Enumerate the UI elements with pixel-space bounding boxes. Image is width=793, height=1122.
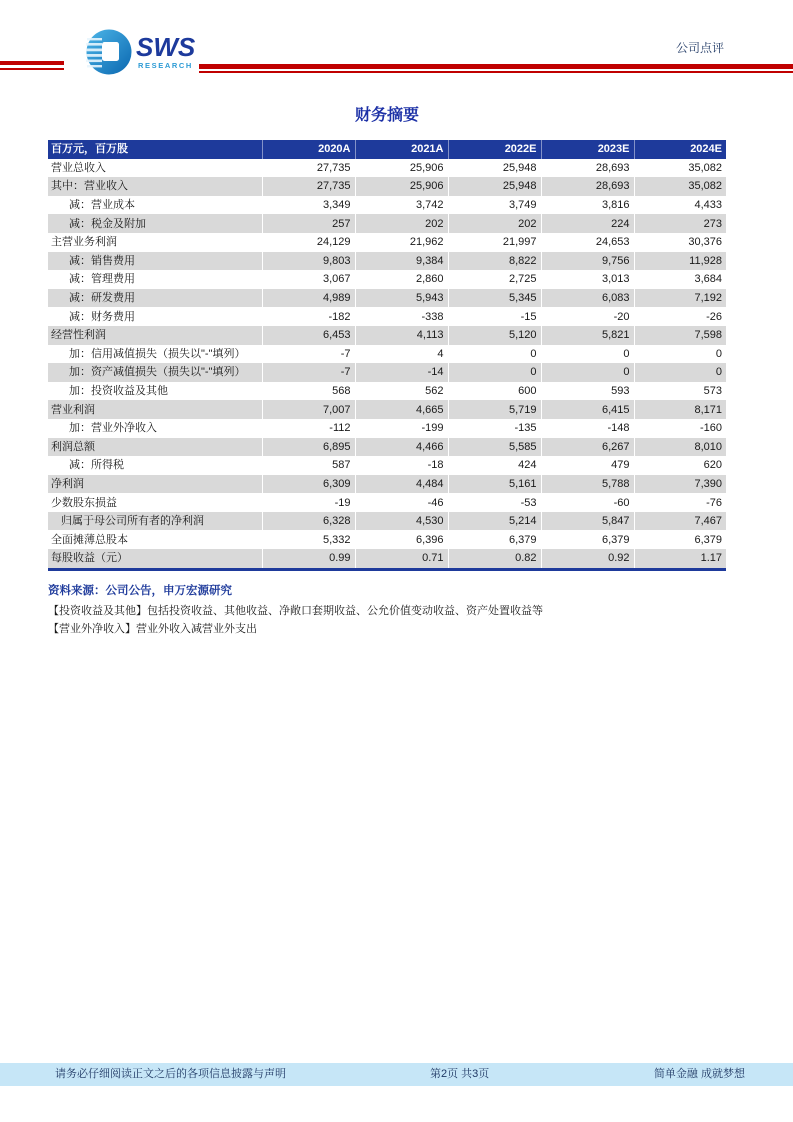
cell-value: 0 — [634, 345, 726, 364]
row-label: 净利润 — [51, 477, 84, 490]
cell-value: -20 — [541, 307, 634, 326]
cell-value: 0.92 — [541, 549, 634, 569]
row-label: 加：投资收益及其他 — [69, 385, 168, 398]
cell-value: 4,530 — [355, 512, 448, 531]
table-row — [48, 252, 726, 271]
table-row — [48, 345, 726, 364]
cell-value: 6,415 — [541, 400, 634, 419]
row-label: 加：资产减值损失（损失以"-"填列） — [69, 366, 246, 379]
cell-value: -148 — [541, 419, 634, 438]
cell-value: 4,433 — [634, 196, 726, 215]
row-label: 利润总额 — [51, 440, 95, 453]
note-line: 【营业外净收入】营业外收入减营业外支出 — [48, 622, 257, 635]
cell-value: 3,742 — [355, 196, 448, 215]
cell-value: 25,948 — [448, 177, 541, 196]
cell-value: -19 — [262, 493, 355, 512]
cell-value: 28,693 — [541, 177, 634, 196]
cell-value: 6,267 — [541, 438, 634, 457]
table-row — [48, 233, 726, 252]
cell-value: 4,989 — [262, 289, 355, 308]
cell-value: 5,161 — [448, 475, 541, 494]
cell-value: 568 — [262, 382, 355, 401]
main-content — [48, 105, 726, 638]
row-label: 少数股东损益 — [51, 496, 117, 509]
table-row — [48, 549, 726, 569]
table-row — [48, 307, 726, 326]
cell-value: 28,693 — [541, 159, 634, 178]
brand-rule-left-thick — [0, 61, 64, 65]
cell-value: -7 — [262, 345, 355, 364]
table-row — [48, 530, 726, 549]
cell-value: -7 — [262, 363, 355, 382]
cell-value: -60 — [541, 493, 634, 512]
row-label: 主营业务利润 — [51, 236, 117, 249]
cell-value: 5,585 — [448, 438, 541, 457]
cell-value: 5,943 — [355, 289, 448, 308]
cell-value: 11,928 — [634, 252, 726, 271]
table-row — [48, 419, 726, 438]
year-column-header: 2021A — [355, 140, 448, 159]
brand-rule-right-thick — [199, 64, 793, 69]
cell-value: 5,332 — [262, 530, 355, 549]
cell-value: 5,847 — [541, 512, 634, 531]
cell-value: 0 — [541, 363, 634, 382]
logo-sws-text: SWS — [136, 32, 196, 62]
cell-value: 5,120 — [448, 326, 541, 345]
cell-value: -53 — [448, 493, 541, 512]
cell-value: 35,082 — [634, 159, 726, 178]
year-column-header: 2024E — [634, 140, 726, 159]
cell-value: 202 — [448, 214, 541, 233]
cell-value: 5,788 — [541, 475, 634, 494]
logo-wordmark — [136, 34, 195, 70]
cell-value: 5,345 — [448, 289, 541, 308]
source-line: 资料来源：公司公告，申万宏源研究 — [48, 584, 232, 597]
table-row — [48, 438, 726, 457]
brand-rule-left-thin — [0, 68, 64, 70]
financial-summary-table — [48, 140, 726, 571]
cell-value: 0 — [448, 345, 541, 364]
year-column-header: 2020A — [262, 140, 355, 159]
cell-value: 6,379 — [448, 530, 541, 549]
table-row — [48, 512, 726, 531]
row-label: 营业利润 — [51, 403, 95, 416]
cell-value: 27,735 — [262, 177, 355, 196]
year-column-header: 2022E — [448, 140, 541, 159]
cell-value: 24,129 — [262, 233, 355, 252]
row-label: 加：信用减值损失（损失以"-"填列） — [69, 347, 246, 360]
cell-value: 9,384 — [355, 252, 448, 271]
cell-value: 7,467 — [634, 512, 726, 531]
row-label: 减：财务费用 — [69, 310, 135, 323]
cell-value: 6,083 — [541, 289, 634, 308]
row-label: 归属于母公司所有者的净利润 — [61, 515, 204, 528]
cell-value: 593 — [541, 382, 634, 401]
cell-value: 8,171 — [634, 400, 726, 419]
table-row — [48, 326, 726, 345]
cell-value: 4,466 — [355, 438, 448, 457]
table-row — [48, 289, 726, 308]
cell-value: 4,113 — [355, 326, 448, 345]
cell-value: -14 — [355, 363, 448, 382]
cell-value: 2,860 — [355, 270, 448, 289]
cell-value: 0 — [541, 345, 634, 364]
cell-value: 0.99 — [262, 549, 355, 569]
cell-value: 4,665 — [355, 400, 448, 419]
cell-value: 6,328 — [262, 512, 355, 531]
cell-value: 3,013 — [541, 270, 634, 289]
notes-block — [48, 602, 726, 638]
cell-value: 7,007 — [262, 400, 355, 419]
row-label: 每股收益（元） — [51, 552, 128, 565]
row-label: 其中：营业收入 — [51, 180, 128, 193]
logo-research-text: RESEARCH — [138, 61, 193, 70]
cell-value: 587 — [262, 456, 355, 475]
cell-value: 25,906 — [355, 159, 448, 178]
cell-value: 4 — [355, 345, 448, 364]
cell-value: 7,598 — [634, 326, 726, 345]
cell-value: 7,192 — [634, 289, 726, 308]
cell-value: 27,735 — [262, 159, 355, 178]
cell-value: -26 — [634, 307, 726, 326]
cell-value: -338 — [355, 307, 448, 326]
cell-value: 4,484 — [355, 475, 448, 494]
cell-value: 25,948 — [448, 159, 541, 178]
cell-value: 0.82 — [448, 549, 541, 569]
cell-value: -135 — [448, 419, 541, 438]
cell-value: 9,756 — [541, 252, 634, 271]
table-row — [48, 177, 726, 196]
table-row — [48, 493, 726, 512]
cell-value: 3,749 — [448, 196, 541, 215]
footer-disclaimer: 请务必仔细阅读正文之后的各项信息披露与声明 — [55, 1068, 286, 1080]
cell-value: 224 — [541, 214, 634, 233]
cell-value: 6,379 — [541, 530, 634, 549]
year-column-header: 2023E — [541, 140, 634, 159]
row-label: 全面摊薄总股本 — [51, 533, 128, 546]
note-line: 【投资收益及其他】包括投资收益、其他收益、净敞口套期收益、公允价值变动收益、资产处置收益等 — [48, 604, 543, 617]
cell-value: 5,214 — [448, 512, 541, 531]
cell-value: 6,396 — [355, 530, 448, 549]
table-row — [48, 363, 726, 382]
cell-value: -76 — [634, 493, 726, 512]
cell-value: 35,082 — [634, 177, 726, 196]
footer-page-number: 第2页 共3页 — [430, 1068, 490, 1080]
row-label: 减：营业成本 — [69, 199, 135, 212]
report-type-label: 公司点评 — [676, 41, 725, 55]
cell-value: -46 — [355, 493, 448, 512]
cell-value: 0.71 — [355, 549, 448, 569]
cell-value: 562 — [355, 382, 448, 401]
row-label: 加：营业外净收入 — [69, 422, 157, 435]
cell-value: 2,725 — [448, 270, 541, 289]
row-label: 减：税金及附加 — [69, 217, 146, 230]
cell-value: 257 — [262, 214, 355, 233]
table-header-row — [48, 140, 726, 159]
footer-slogan: 简单金融 成就梦想 — [653, 1068, 745, 1080]
unit-header-cell: 百万元，百万股 — [48, 140, 262, 159]
cell-value: 5,821 — [541, 326, 634, 345]
cell-value: 25,906 — [355, 177, 448, 196]
cell-value: -15 — [448, 307, 541, 326]
row-label: 减：所得税 — [69, 459, 124, 472]
cell-value: -182 — [262, 307, 355, 326]
cell-value: 21,962 — [355, 233, 448, 252]
cell-value: 479 — [541, 456, 634, 475]
cell-value: 8,822 — [448, 252, 541, 271]
cell-value: 24,653 — [541, 233, 634, 252]
cell-value: 3,816 — [541, 196, 634, 215]
cell-value: -18 — [355, 456, 448, 475]
cell-value: 30,376 — [634, 233, 726, 252]
row-label: 减：研发费用 — [69, 292, 135, 305]
cell-value: 3,684 — [634, 270, 726, 289]
cell-value: 6,453 — [262, 326, 355, 345]
cell-value: 573 — [634, 382, 726, 401]
page-title: 财务摘要 — [354, 107, 419, 124]
cell-value: 6,309 — [262, 475, 355, 494]
table-row — [48, 400, 726, 419]
row-label: 减：销售费用 — [69, 254, 135, 267]
cell-value: -160 — [634, 419, 726, 438]
footer-bar — [0, 1063, 793, 1086]
row-label: 营业总收入 — [51, 161, 106, 174]
cell-value: 600 — [448, 382, 541, 401]
cell-value: 273 — [634, 214, 726, 233]
sws-globe-icon — [86, 29, 132, 80]
table-row — [48, 475, 726, 494]
cell-value: -112 — [262, 419, 355, 438]
cell-value: 3,067 — [262, 270, 355, 289]
cell-value: 5,719 — [448, 400, 541, 419]
cell-value: 8,010 — [634, 438, 726, 457]
table-row — [48, 214, 726, 233]
table-row — [48, 270, 726, 289]
cell-value: 3,349 — [262, 196, 355, 215]
cell-value: 0 — [448, 363, 541, 382]
sws-logo — [86, 29, 195, 80]
table-row — [48, 382, 726, 401]
cell-value: 1.17 — [634, 549, 726, 569]
cell-value: 202 — [355, 214, 448, 233]
table-row — [48, 159, 726, 178]
cell-value: 6,895 — [262, 438, 355, 457]
cell-value: 0 — [634, 363, 726, 382]
cell-value: 6,379 — [634, 530, 726, 549]
cell-value: -199 — [355, 419, 448, 438]
table-body — [48, 159, 726, 570]
row-label: 减：管理费用 — [69, 273, 135, 286]
cell-value: 9,803 — [262, 252, 355, 271]
cell-value: 7,390 — [634, 475, 726, 494]
table-row — [48, 456, 726, 475]
cell-value: 424 — [448, 456, 541, 475]
brand-rule-right-thin — [199, 71, 793, 73]
cell-value: 620 — [634, 456, 726, 475]
cell-value: 21,997 — [448, 233, 541, 252]
table-row — [48, 196, 726, 215]
row-label: 经营性利润 — [51, 329, 106, 342]
